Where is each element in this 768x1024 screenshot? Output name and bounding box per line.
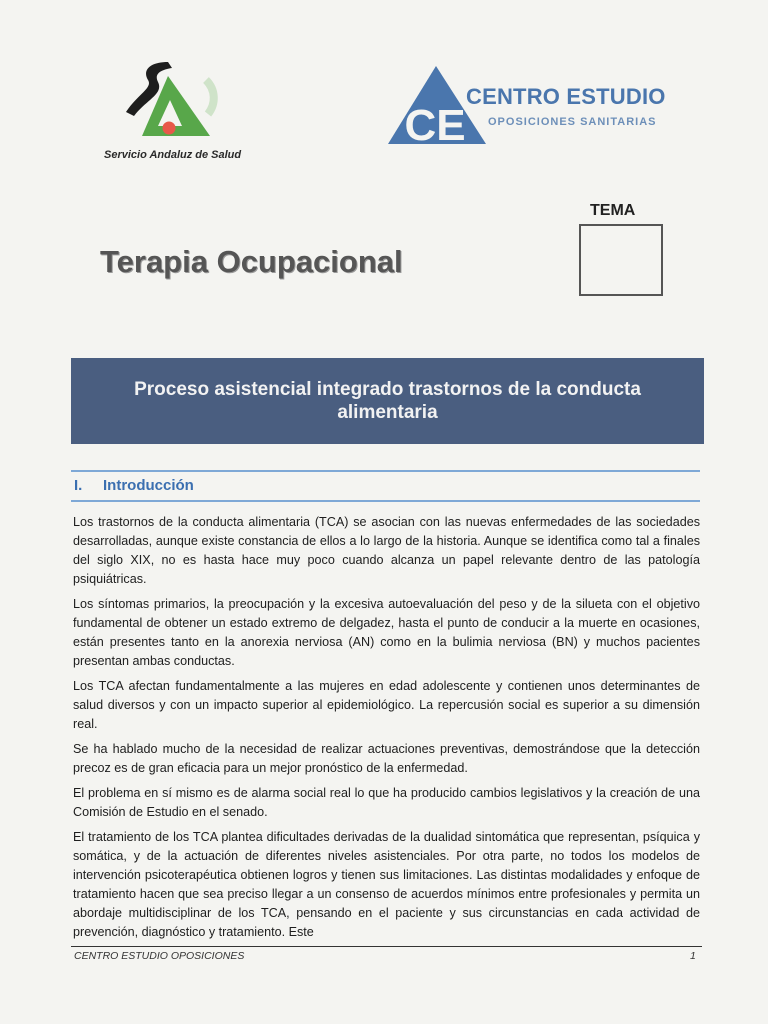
section-rule-top <box>71 470 700 472</box>
paragraph: El tratamiento de los TCA plantea dificultades derivadas de la dualidad sintomática que representan, psíquica y somática, y de la actuación de diferentes niveles asistenciales. Por otra parte, no todos los modelos de intervención psicoterapéutica obtienen logros y tienen sus limitaciones. Las distintas modalidades y enfoque de tratamiento hacen que sea preciso llegar a un consenso de acuerdos mínimos entre profesionales y permita un abordaje multidisciplinar de los TCA, pensando en el paciente y sus circunstancias en cada actividad de prevención, diagnóstico y tratamiento. Este <box>73 830 700 939</box>
tema-label: TEMA <box>590 202 636 219</box>
paragraph: Los TCA afectan fundamentalmente a las mujeres en edad adolescente y contienen unos determinantes de salud diversos y con un impacto superior al epidemiológico. La repercusión social es superior a su dimensión real. <box>73 679 700 731</box>
section-rule-bottom <box>71 500 700 502</box>
topic-banner-text: Proceso asistencial integrado trastornos de la conducta alimentaria <box>134 379 641 423</box>
section-number: I. <box>74 477 83 494</box>
footer-text: CENTRO ESTUDIO OPOSICIONES <box>74 950 245 962</box>
page-number: 1 <box>690 950 696 962</box>
section-title: Introducción <box>103 477 194 494</box>
paragraph: El problema en sí mismo es de alarma social real lo que ha producido cambios legislativos y la creación de una Comisión de Estudio en el senado. <box>73 786 700 819</box>
ce-letters: CE <box>404 101 466 148</box>
topic-banner <box>71 358 704 444</box>
paragraph: Los trastornos de la conducta alimentaria (TCA) se asocian con las nuevas enfermedades de las sociedades desarrolladas, aunque existe constancia de ellos a lo largo de la historia. Aunque se identifica como tal a finales del siglo XIX, no es hasta hace muy poco cuando alcanza un papel relevante dentro de las patología psiquiátricas. <box>73 515 700 586</box>
paragraph: Los síntomas primarios, la preocupación y la excesiva autoevaluación del peso y de la silueta con el objetivo fundamental de obtener un estado extremo de delgadez, hasta el punto de conducir a la muerte en ocasiones, están presentes tanto en la anorexia nerviosa (AN) como en la bulimia nerviosa (BN) y muchos pacientes presentan ambas conductas. <box>73 597 700 668</box>
paragraph: Se ha hablado mucho de la necesidad de realizar actuaciones preventivas, demostrándose que la detección precoz es de gran eficacia para un mejor pronóstico de la enfermedad. <box>73 742 700 775</box>
centro-estudio-logo <box>388 66 708 148</box>
document-title: Terapia Ocupacional <box>100 244 403 279</box>
section-heading <box>74 477 194 494</box>
sas-logo-icon <box>120 60 220 140</box>
sas-logo <box>100 60 260 170</box>
body-text <box>73 513 700 948</box>
footer-rule <box>71 946 702 947</box>
tema-number-box <box>579 224 663 296</box>
sas-name: Servicio Andaluz de Salud <box>104 149 242 161</box>
ce-subtitle: OPOSICIONES SANITARIAS <box>488 116 657 128</box>
ce-name: CENTRO ESTUDIO <box>466 84 666 109</box>
